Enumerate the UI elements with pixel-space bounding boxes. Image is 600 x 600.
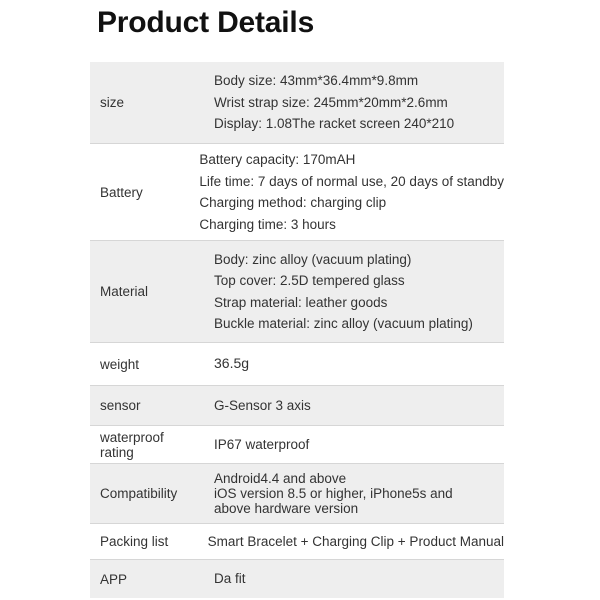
row-label-waterproof: waterproof rating [100,429,164,460]
product-details-table [90,62,504,598]
value-line: Android4.4 and above [214,471,347,486]
value-line: Wrist strap size: 245mm*20mm*2.6mm [214,94,448,110]
value-line: Smart Bracelet + Charging Clip + Product Manual [207,533,504,549]
row-label-sensor: sensor [100,398,141,413]
row-value-waterproof [194,434,504,456]
table-row-sensor [90,386,504,426]
row-value-compatibility [194,471,504,516]
row-value-battery [179,149,504,235]
value-line: Life time: 7 days of normal use, 20 days of standby [199,173,504,189]
value-line: G-Sensor 3 axis [214,397,311,413]
value-line: Battery capacity: 170mAH [199,152,356,167]
value-line: Body size: 43mm*36.4mm*9.8mm [214,73,419,89]
value-line: iOS version 8.5 or higher, iPhone5s and [214,486,453,501]
value-line: above hardware version [214,501,359,516]
table-row-compatibility [90,464,504,524]
value-line: 36.5g [214,355,250,372]
row-value-material [194,249,504,335]
row-value-packing-list [188,531,504,553]
value-line: Charging method: charging clip [199,195,387,210]
table-row-app [90,560,504,598]
row-label-weight: weight [100,356,140,372]
row-label-material: Material [100,284,149,299]
row-value-weight [194,353,504,375]
row-value-app [194,568,504,590]
value-line: IP67 waterproof [214,436,310,452]
table-row-waterproof [90,426,504,464]
row-label-compatibility: Compatibility [100,486,178,501]
row-label-size: size [100,95,125,110]
table-row-battery [90,144,504,241]
table-row-weight [90,343,504,386]
table-row-material [90,241,504,343]
row-value-size [194,70,504,135]
value-line: Strap material: leather goods [214,294,388,310]
value-line: Charging time: 3 hours [199,216,336,232]
row-label-packing-list: Packing list [100,534,169,549]
row-label-battery: Battery [100,184,143,200]
value-line: Body: zinc alloy (vacuum plating) [214,251,412,267]
value-line: Display: 1.08The racket screen 240*210 [214,116,455,132]
page-title: Product Details [97,6,315,39]
value-line: Da fit [214,571,246,587]
table-row-size [90,62,504,144]
table-row-packing-list [90,524,504,560]
value-line: Buckle material: zinc alloy (vacuum plating) [214,316,473,331]
row-value-sensor [194,395,504,417]
row-label-app: APP [100,571,128,587]
value-line: Top cover: 2.5D tempered glass [214,273,405,288]
